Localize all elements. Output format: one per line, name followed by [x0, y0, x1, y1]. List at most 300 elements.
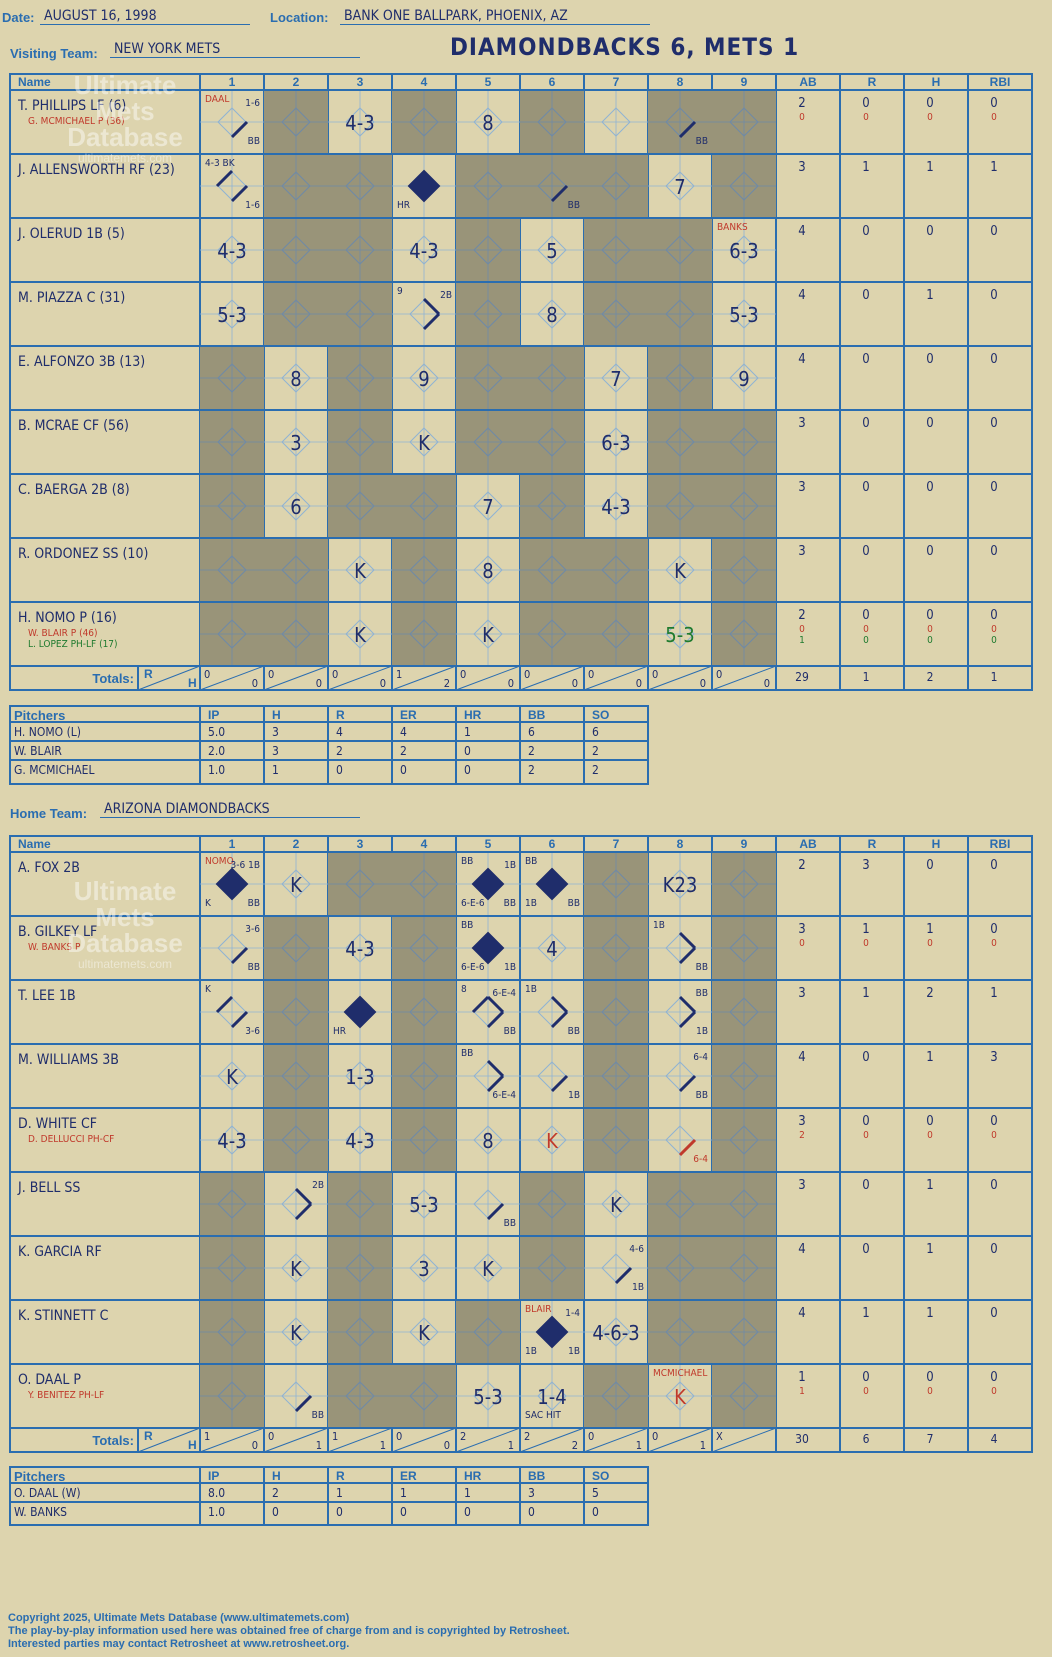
inning-header-1: 1: [228, 837, 236, 851]
play-note: BB: [503, 898, 516, 909]
pitchers-col-header: H: [272, 708, 281, 722]
name-column-header: Name: [18, 837, 51, 851]
play-note: BB: [695, 1090, 708, 1101]
batter-name: K. GARCIA RF: [18, 1244, 102, 1260]
inning-header-3: 3: [356, 75, 364, 89]
basepath-segment: [488, 1076, 503, 1091]
batter-name: E. ALFONZO 3B (13): [18, 354, 146, 370]
play-note: 3-6 1B: [230, 860, 260, 871]
batter-name: B. GILKEY LF: [18, 924, 98, 940]
basepath-segment: [217, 997, 232, 1012]
pitcher-stat: 1: [464, 1486, 471, 1500]
inning-header-8: 8: [676, 837, 684, 851]
substitute-stat: 0: [991, 1130, 997, 1141]
play-note: BB: [247, 898, 260, 909]
batter-stat: 0: [862, 1050, 870, 1065]
home-team-label: Home Team:: [10, 806, 88, 821]
play-result: K: [674, 559, 686, 583]
stat-header-rbi: RBI: [989, 75, 1011, 89]
play-result: 4-3: [345, 111, 375, 135]
run-scored-diamond: [217, 869, 247, 899]
pitcher-stat: 1.0: [208, 1505, 226, 1519]
play-note: 3-6: [245, 924, 260, 935]
substitute-stat: 0: [927, 635, 933, 646]
play-result: 4-3: [217, 1129, 247, 1153]
play-result: 3: [418, 1257, 430, 1281]
inning-runs: 1: [204, 1430, 211, 1443]
batter-name: H. NOMO P (16): [18, 610, 117, 626]
pitchers-col-header: ER: [400, 708, 417, 722]
play-note: 8: [461, 984, 467, 995]
play-note: BB: [567, 1026, 580, 1037]
play-result: K: [546, 1129, 558, 1153]
play-note: 6-E-4: [492, 988, 516, 999]
substitute-name: W. BANKS P: [28, 942, 81, 953]
pitcher-stat: 0: [400, 1505, 407, 1519]
pitchers-col-header: R: [336, 1469, 345, 1483]
basepath-segment: [552, 1076, 567, 1091]
substitute-name: G. MCMICHAEL P (36): [28, 116, 125, 127]
play-note: BB: [311, 1410, 324, 1421]
substitute-stat: 0: [991, 635, 997, 646]
inning-runs: 0: [332, 668, 339, 681]
batter-stat: 4: [798, 352, 806, 367]
play-result: K: [290, 1257, 302, 1281]
stat-header-h: H: [931, 837, 941, 851]
inning-header-9: 9: [740, 75, 748, 89]
inning-header-2: 2: [292, 837, 300, 851]
pitcher-stat: 5.0: [208, 725, 226, 739]
play-result: 4-3: [409, 239, 439, 263]
batter-stat: 3: [798, 1114, 806, 1129]
substitute-stat: 0: [863, 1130, 869, 1141]
basepath-segment: [680, 1012, 695, 1027]
batter-name: D. WHITE CF: [18, 1116, 98, 1132]
pitcher-stat: 0: [336, 1505, 343, 1519]
pitcher-stat: 0: [464, 744, 471, 758]
play-note: 1B: [568, 1346, 580, 1357]
basepath-segment: [488, 1012, 503, 1027]
home-team-value: ARIZONA DIAMONDBACKS: [100, 801, 360, 818]
play-result: K: [418, 1321, 430, 1345]
retrosheet-notice: The play-by-play information used here was obtained free of charge from and is copyrighted by Retrosheet.: [8, 1625, 570, 1637]
inning-header-6: 6: [548, 837, 556, 851]
play-note: 1B: [525, 898, 537, 909]
play-note: BB: [695, 962, 708, 973]
inning-runs: 0: [716, 668, 723, 681]
run-scored-diamond: [473, 933, 503, 963]
batter-stat: 2: [798, 96, 806, 111]
substitute-stat: 0: [863, 112, 869, 123]
inning-hits: 0: [315, 677, 322, 690]
batter-stat: 3: [798, 986, 806, 1001]
batter-stat: 0: [990, 416, 998, 431]
play-note: BB: [503, 1026, 516, 1037]
play-note: 6-4: [693, 1154, 708, 1165]
batter-stat: 0: [862, 1178, 870, 1193]
play-note: 4-6: [629, 1244, 644, 1255]
run-scored-diamond: [473, 869, 503, 899]
play-result: 5-3: [473, 1385, 503, 1409]
play-note: NOMO: [205, 856, 234, 867]
substitute-stat: 1: [799, 635, 805, 646]
substitute-stat: 2: [799, 1130, 805, 1141]
pitcher-name: H. NOMO (L): [14, 725, 82, 739]
substitute-stat: 0: [991, 624, 997, 635]
pitcher-stat: 3: [272, 744, 279, 758]
inning-runs: 0: [652, 1430, 659, 1443]
batter-name: T. LEE 1B: [18, 988, 76, 1004]
play-note: BB: [503, 1218, 516, 1229]
batter-stat: 1: [862, 986, 870, 1001]
inning-header-7: 7: [612, 75, 620, 89]
inning-header-2: 2: [292, 75, 300, 89]
play-note: BB: [461, 1048, 474, 1059]
batter-stat: 0: [990, 1242, 998, 1257]
batter-stat: 3: [798, 480, 806, 495]
total-stat: 1: [862, 670, 870, 684]
inning-runs: 0: [204, 668, 211, 681]
total-stat: 30: [795, 1432, 809, 1446]
play-note: 1B: [568, 1090, 580, 1101]
play-result: K: [610, 1193, 622, 1217]
play-note: MCMICHAEL: [653, 1368, 708, 1379]
play-result: K: [418, 431, 430, 455]
play-result: 5-3: [665, 623, 695, 647]
substitute-stat: 1: [799, 1386, 805, 1397]
substitute-stat: 0: [991, 112, 997, 123]
batter-name: T. PHILLIPS LF (6): [18, 98, 127, 114]
batter-stat: 0: [862, 1370, 870, 1385]
inning-hits: 0: [763, 677, 770, 690]
inning-header-5: 5: [484, 837, 492, 851]
pitchers-col-header: H: [272, 1469, 281, 1483]
play-result: 7: [674, 175, 686, 199]
pitcher-stat: 5: [592, 1486, 599, 1500]
substitute-stat: 0: [863, 624, 869, 635]
totals-label: Totals:: [92, 1433, 134, 1448]
total-stat: 4: [990, 1432, 998, 1446]
inning-hits: 1: [507, 1439, 514, 1452]
batter-stat: 1: [990, 160, 998, 175]
play-note: HR: [333, 1026, 347, 1037]
pitchers-col-header: HR: [464, 708, 482, 722]
play-note: BB: [525, 856, 538, 867]
batter-stat: 4: [798, 1242, 806, 1257]
inning-hits: 0: [699, 677, 706, 690]
inning-header-6: 6: [548, 75, 556, 89]
batter-stat: 0: [990, 922, 998, 937]
basepath-segment: [552, 1012, 567, 1027]
stat-header-rbi: RBI: [989, 837, 1011, 851]
pitchers-col-header: IP: [208, 708, 220, 722]
footer: [8, 1612, 570, 1651]
pitcher-stat: 4: [400, 725, 407, 739]
batter-stat: 1: [926, 1306, 934, 1321]
inning-runs: 2: [524, 1430, 531, 1443]
batter-stat: 0: [990, 608, 998, 623]
pitcher-stat: 1: [272, 763, 279, 777]
location-label: Location:: [270, 10, 329, 25]
batter-stat: 1: [862, 160, 870, 175]
play-note: BB: [247, 962, 260, 973]
watermark-line3: Database: [67, 928, 183, 958]
play-result: 4-3: [345, 937, 375, 961]
play-note: 1-6: [245, 200, 260, 211]
batter-stat: 0: [862, 1114, 870, 1129]
play-note: 1B: [525, 984, 537, 995]
inning-hits: 1: [699, 1439, 706, 1452]
substitute-name: D. DELLUCCI PH-CF: [28, 1134, 115, 1145]
batter-name: J. ALLENSWORTH RF (23): [18, 162, 175, 178]
batter-name: M. WILLIAMS 3B: [18, 1052, 119, 1068]
inning-hits: 2: [571, 1439, 578, 1452]
totals-hits-label: H: [188, 1438, 197, 1452]
batter-stat: 1: [862, 922, 870, 937]
basepath-segment: [232, 1012, 247, 1027]
play-note: 6-E-6: [461, 962, 485, 973]
substitute-stat: 0: [991, 938, 997, 949]
pitcher-stat: 2: [400, 744, 407, 758]
substitute-stat: 0: [799, 112, 805, 123]
basepath-segment: [488, 997, 503, 1012]
play-note: HR: [397, 200, 411, 211]
inning-hits: 0: [635, 677, 642, 690]
play-result: K: [482, 1257, 494, 1281]
batter-stat: 4: [798, 224, 806, 239]
batter-stat: 1: [926, 160, 934, 175]
play-result: 4: [546, 937, 558, 961]
batter-stat: 0: [926, 352, 934, 367]
play-result: K: [674, 1385, 686, 1409]
basepath-segment: [552, 997, 567, 1012]
run-scored-diamond: [537, 869, 567, 899]
batter-name: M. PIAZZA C (31): [18, 290, 126, 306]
play-result: 8: [546, 303, 558, 327]
inning-header-7: 7: [612, 837, 620, 851]
stat-header-r: R: [867, 75, 877, 89]
pitcher-stat: 2: [336, 744, 343, 758]
watermark-visitors: [55, 72, 195, 166]
substitute-stat: 0: [927, 938, 933, 949]
batter-stat: 0: [990, 858, 998, 873]
play-result: 4-3: [345, 1129, 375, 1153]
batter-stat: 0: [990, 544, 998, 559]
batter-stat: 0: [990, 96, 998, 111]
batter-stat: 0: [926, 1370, 934, 1385]
batter-stat: 0: [926, 416, 934, 431]
substitute-stat: 0: [991, 1386, 997, 1397]
batter-stat: 1: [926, 1178, 934, 1193]
play-result: K: [290, 1321, 302, 1345]
pitcher-stat: 2: [272, 1486, 279, 1500]
batter-name: J. OLERUD 1B (5): [18, 226, 125, 242]
inning-header-4: 4: [420, 837, 428, 851]
batter-stat: 0: [990, 480, 998, 495]
inning-runs: 0: [588, 1430, 595, 1443]
inning-header-5: 5: [484, 75, 492, 89]
visiting-team-value: NEW YORK METS: [110, 41, 360, 58]
pitcher-stat: 6: [592, 725, 599, 739]
batter-stat: 0: [990, 352, 998, 367]
pitchers-col-header: BB: [528, 1469, 546, 1483]
basepath-segment: [473, 997, 488, 1012]
play-result: 9: [738, 367, 750, 391]
play-note: BB: [695, 988, 708, 999]
batter-stat: 0: [990, 1114, 998, 1129]
totals-label: Totals:: [92, 671, 134, 686]
batter-stat: 0: [990, 288, 998, 303]
batter-stat: 0: [862, 224, 870, 239]
play-note: BB: [567, 200, 580, 211]
pitcher-name: W. BANKS: [14, 1505, 67, 1519]
inning-header-8: 8: [676, 75, 684, 89]
inning-hits: 1: [379, 1439, 386, 1452]
play-result: 5: [546, 239, 558, 263]
play-result: K: [290, 873, 302, 897]
inning-runs: 0: [460, 668, 467, 681]
pitcher-stat: 0: [336, 763, 343, 777]
basepath-segment: [680, 948, 695, 963]
basepath-segment: [680, 1076, 695, 1091]
pitcher-stat: 1: [400, 1486, 407, 1500]
substitute-stat: 0: [927, 112, 933, 123]
inning-hits: 0: [251, 1439, 258, 1452]
total-stat: 29: [795, 670, 809, 684]
batter-stat: 0: [862, 608, 870, 623]
play-result: 8: [482, 1129, 494, 1153]
pitchers-col-header: IP: [208, 1469, 220, 1483]
watermark-line4: ultimatemets.com: [77, 957, 173, 971]
inning-hits: 0: [251, 677, 258, 690]
inning-header-9: 9: [740, 837, 748, 851]
play-note: 1B: [696, 1026, 708, 1037]
visiting-team-label: Visiting Team:: [10, 46, 98, 61]
play-result: 5-3: [217, 303, 247, 327]
batter-stat: 1: [862, 1306, 870, 1321]
play-result: K: [354, 559, 366, 583]
batter-stat: 3: [798, 544, 806, 559]
name-column-header: Name: [18, 75, 51, 89]
play-note: 1B: [504, 962, 516, 973]
totals-hits-label: H: [188, 676, 197, 690]
pitcher-stat: 3: [528, 1486, 535, 1500]
pitcher-stat: 4: [336, 725, 343, 739]
play-result: 4-3: [601, 495, 631, 519]
basepath-segment: [232, 948, 247, 963]
inning-runs: 0: [524, 668, 531, 681]
inning-header-4: 4: [420, 75, 428, 89]
play-result: 5-3: [729, 303, 759, 327]
pitcher-stat: 1.0: [208, 763, 226, 777]
inning-hits: 1: [315, 1439, 322, 1452]
run-scored-diamond: [537, 1317, 567, 1347]
pitcher-name: O. DAAL (W): [14, 1486, 81, 1500]
play-result: K: [226, 1065, 238, 1089]
pitcher-stat: 3: [272, 725, 279, 739]
batter-stat: 2: [798, 858, 806, 873]
pitcher-stat: 0: [464, 1505, 471, 1519]
watermark-home: [55, 878, 195, 972]
play-result: 4-6-3: [592, 1321, 640, 1345]
inning-header-1: 1: [228, 75, 236, 89]
play-result: 7: [482, 495, 494, 519]
play-result: K: [482, 623, 494, 647]
play-note: 1B: [525, 1346, 537, 1357]
pitchers-col-header: BB: [528, 708, 546, 722]
inning-runs: 2: [460, 1430, 467, 1443]
play-note: 9: [397, 286, 403, 297]
substitute-name: Y. BENITEZ PH-LF: [28, 1390, 105, 1401]
basepath-segment: [616, 1268, 631, 1283]
play-note: BB: [567, 898, 580, 909]
play-note: 6-E-6: [461, 898, 485, 909]
retrosheet-contact: Interested parties may contact Retrosheet at www.retrosheet.org.: [8, 1638, 350, 1650]
pitchers-col-header: ER: [400, 1469, 417, 1483]
substitute-name: L. LOPEZ PH-LF (17): [28, 639, 118, 650]
watermark-line1: Ultimate: [73, 876, 177, 906]
batter-stat: 0: [990, 224, 998, 239]
total-stat: 2: [926, 670, 934, 684]
play-result: 5-3: [409, 1193, 439, 1217]
batter-stat: 1: [926, 1050, 934, 1065]
batter-stat: 1: [926, 1242, 934, 1257]
stat-header-ab: AB: [799, 75, 817, 89]
batter-stat: 0: [926, 858, 934, 873]
batter-stat: 0: [926, 544, 934, 559]
pitchers-col-header: SO: [592, 1469, 610, 1483]
batter-stat: 1: [798, 1370, 806, 1385]
pitcher-stat: 1: [336, 1486, 343, 1500]
pitchers-title: Pitchers: [14, 1469, 66, 1484]
play-note: BANKS: [717, 222, 748, 233]
batter-stat: 3: [798, 1178, 806, 1193]
play-result: K: [354, 623, 366, 647]
play-result: 1-3: [345, 1065, 375, 1089]
batter-name: J. BELL SS: [18, 1180, 81, 1196]
pitchers-col-header: HR: [464, 1469, 482, 1483]
batter-stat: 0: [926, 608, 934, 623]
score-title: DIAMONDBACKS 6, METS 1: [450, 33, 800, 61]
inning-hits: 1: [635, 1439, 642, 1452]
batter-stat: 1: [926, 922, 934, 937]
play-result: K23: [662, 873, 698, 897]
pitcher-stat: 0: [592, 1505, 599, 1519]
batter-stat: 3: [798, 160, 806, 175]
substitute-stat: 0: [799, 624, 805, 635]
pitcher-name: G. MCMICHAEL: [14, 763, 95, 777]
basepath-segment: [488, 1204, 503, 1219]
batter-stat: 0: [862, 352, 870, 367]
basepath-segment: [296, 1204, 311, 1219]
basepath-segment: [680, 1140, 695, 1155]
totals-runs-label: R: [144, 1429, 153, 1443]
play-note: 4-3 BK: [205, 158, 235, 169]
stat-header-r: R: [867, 837, 877, 851]
batter-stat: 0: [862, 544, 870, 559]
batter-stat: 0: [862, 1242, 870, 1257]
inning-hits: 0: [507, 677, 514, 690]
date-value: AUGUST 16, 1998: [40, 8, 250, 25]
pitcher-stat: 2: [592, 744, 599, 758]
inning-hits: 2: [443, 677, 450, 690]
inning-runs: 1: [332, 1430, 339, 1443]
batter-stat: 0: [990, 1306, 998, 1321]
watermark-line2: Mets: [95, 96, 155, 126]
inning-runs: 0: [652, 668, 659, 681]
inning-runs: 0: [588, 668, 595, 681]
substitute-stat: 0: [863, 1386, 869, 1397]
